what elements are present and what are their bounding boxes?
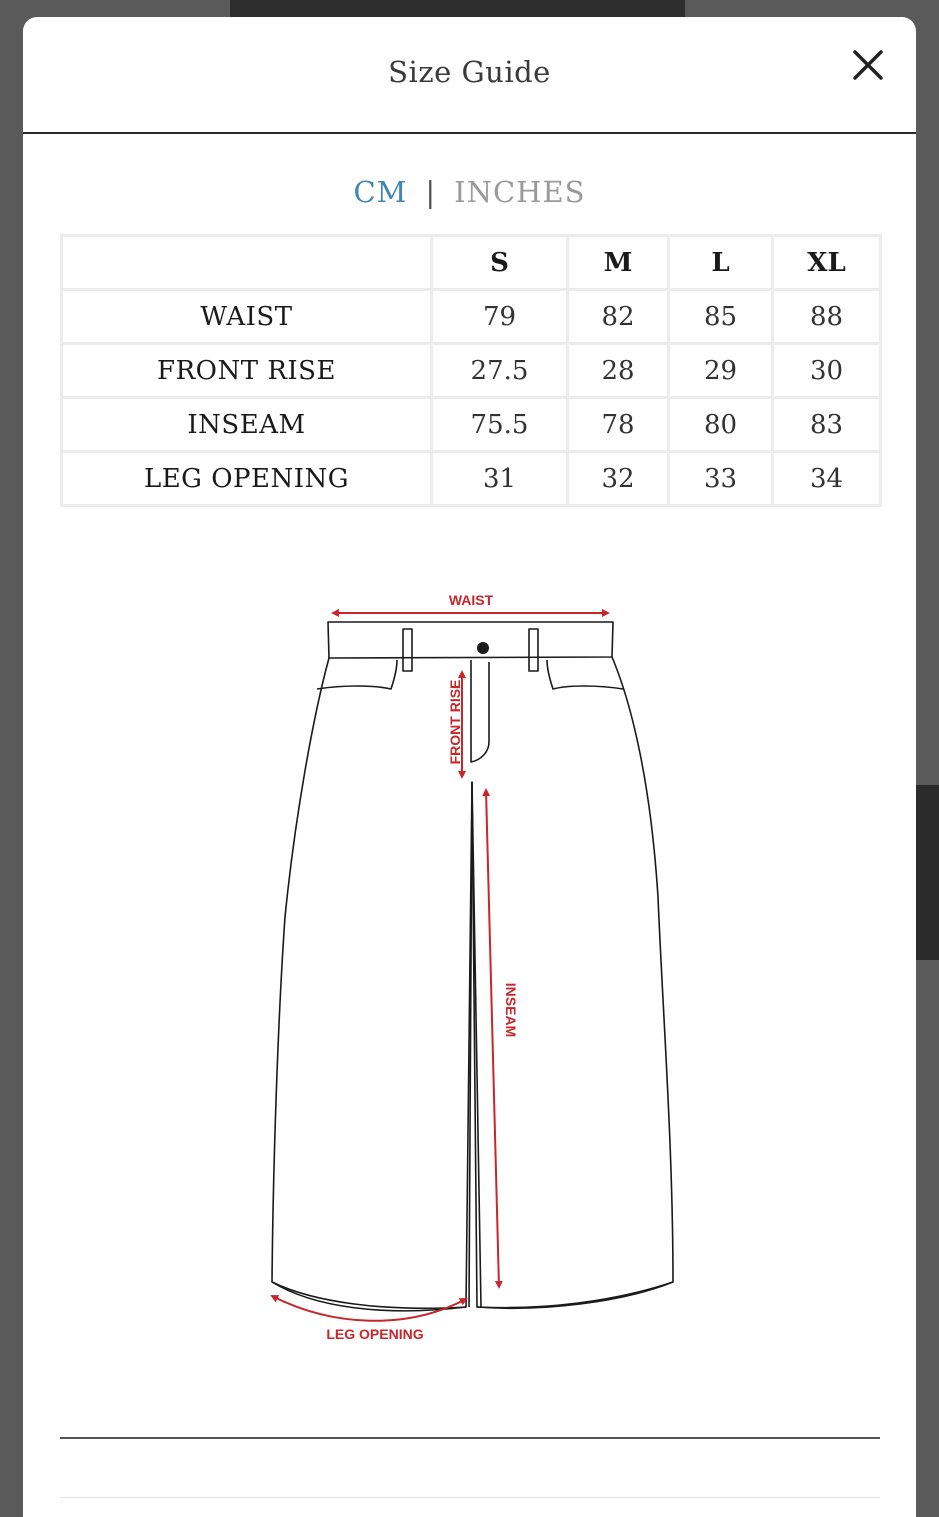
leg-opening-dimension [272, 1296, 466, 1342]
table-cell: 83 [773, 398, 881, 452]
row-label: INSEAM [62, 398, 432, 452]
table-cell: 32 [568, 452, 669, 506]
divider [60, 1497, 880, 1498]
table-cell: 88 [773, 290, 881, 344]
waist-label: WAIST [448, 592, 494, 608]
leg-opening-label: LEG OPENING [326, 1326, 424, 1342]
table-cell: 29 [669, 344, 773, 398]
pants-diagram [23, 17, 916, 1417]
table-cell: 27.5 [432, 344, 568, 398]
table-cell: 80 [669, 398, 773, 452]
pants-outline-icon [272, 622, 673, 1311]
table-header-cell: XL [773, 236, 881, 290]
unit-cm-button[interactable]: CM [353, 175, 408, 209]
table-cell: 28 [568, 344, 669, 398]
inseam-label: INSEAM [503, 982, 519, 1038]
table-header-cell: S [432, 236, 568, 290]
row-label: WAIST [62, 290, 432, 344]
inseam-dimension [486, 790, 519, 1287]
modal-title: Size Guide [388, 55, 551, 89]
unit-inches-button[interactable]: INCHES [454, 175, 586, 209]
divider [60, 1437, 880, 1439]
unit-separator: | [425, 175, 437, 209]
table-cell: 85 [669, 290, 773, 344]
table-cell: 30 [773, 344, 881, 398]
table-cell: 79 [432, 290, 568, 344]
row-label: FRONT RISE [62, 344, 432, 398]
front-rise-label: FRONT RISE [447, 679, 463, 765]
waist-dimension [333, 592, 608, 613]
table-header-cell: L [669, 236, 773, 290]
button-icon [477, 642, 489, 654]
table-cell: 31 [432, 452, 568, 506]
table-header-cell: M [568, 236, 669, 290]
table-cell: 75.5 [432, 398, 568, 452]
table-cell: 78 [568, 398, 669, 452]
size-guide-modal [23, 17, 916, 1517]
front-rise-dimension [447, 672, 463, 777]
table-cell: 82 [568, 290, 669, 344]
table-cell: 34 [773, 452, 881, 506]
backdrop-image-edge [916, 785, 939, 960]
backdrop-image [230, 0, 685, 18]
table-cell: 33 [669, 452, 773, 506]
row-label: LEG OPENING [62, 452, 432, 506]
